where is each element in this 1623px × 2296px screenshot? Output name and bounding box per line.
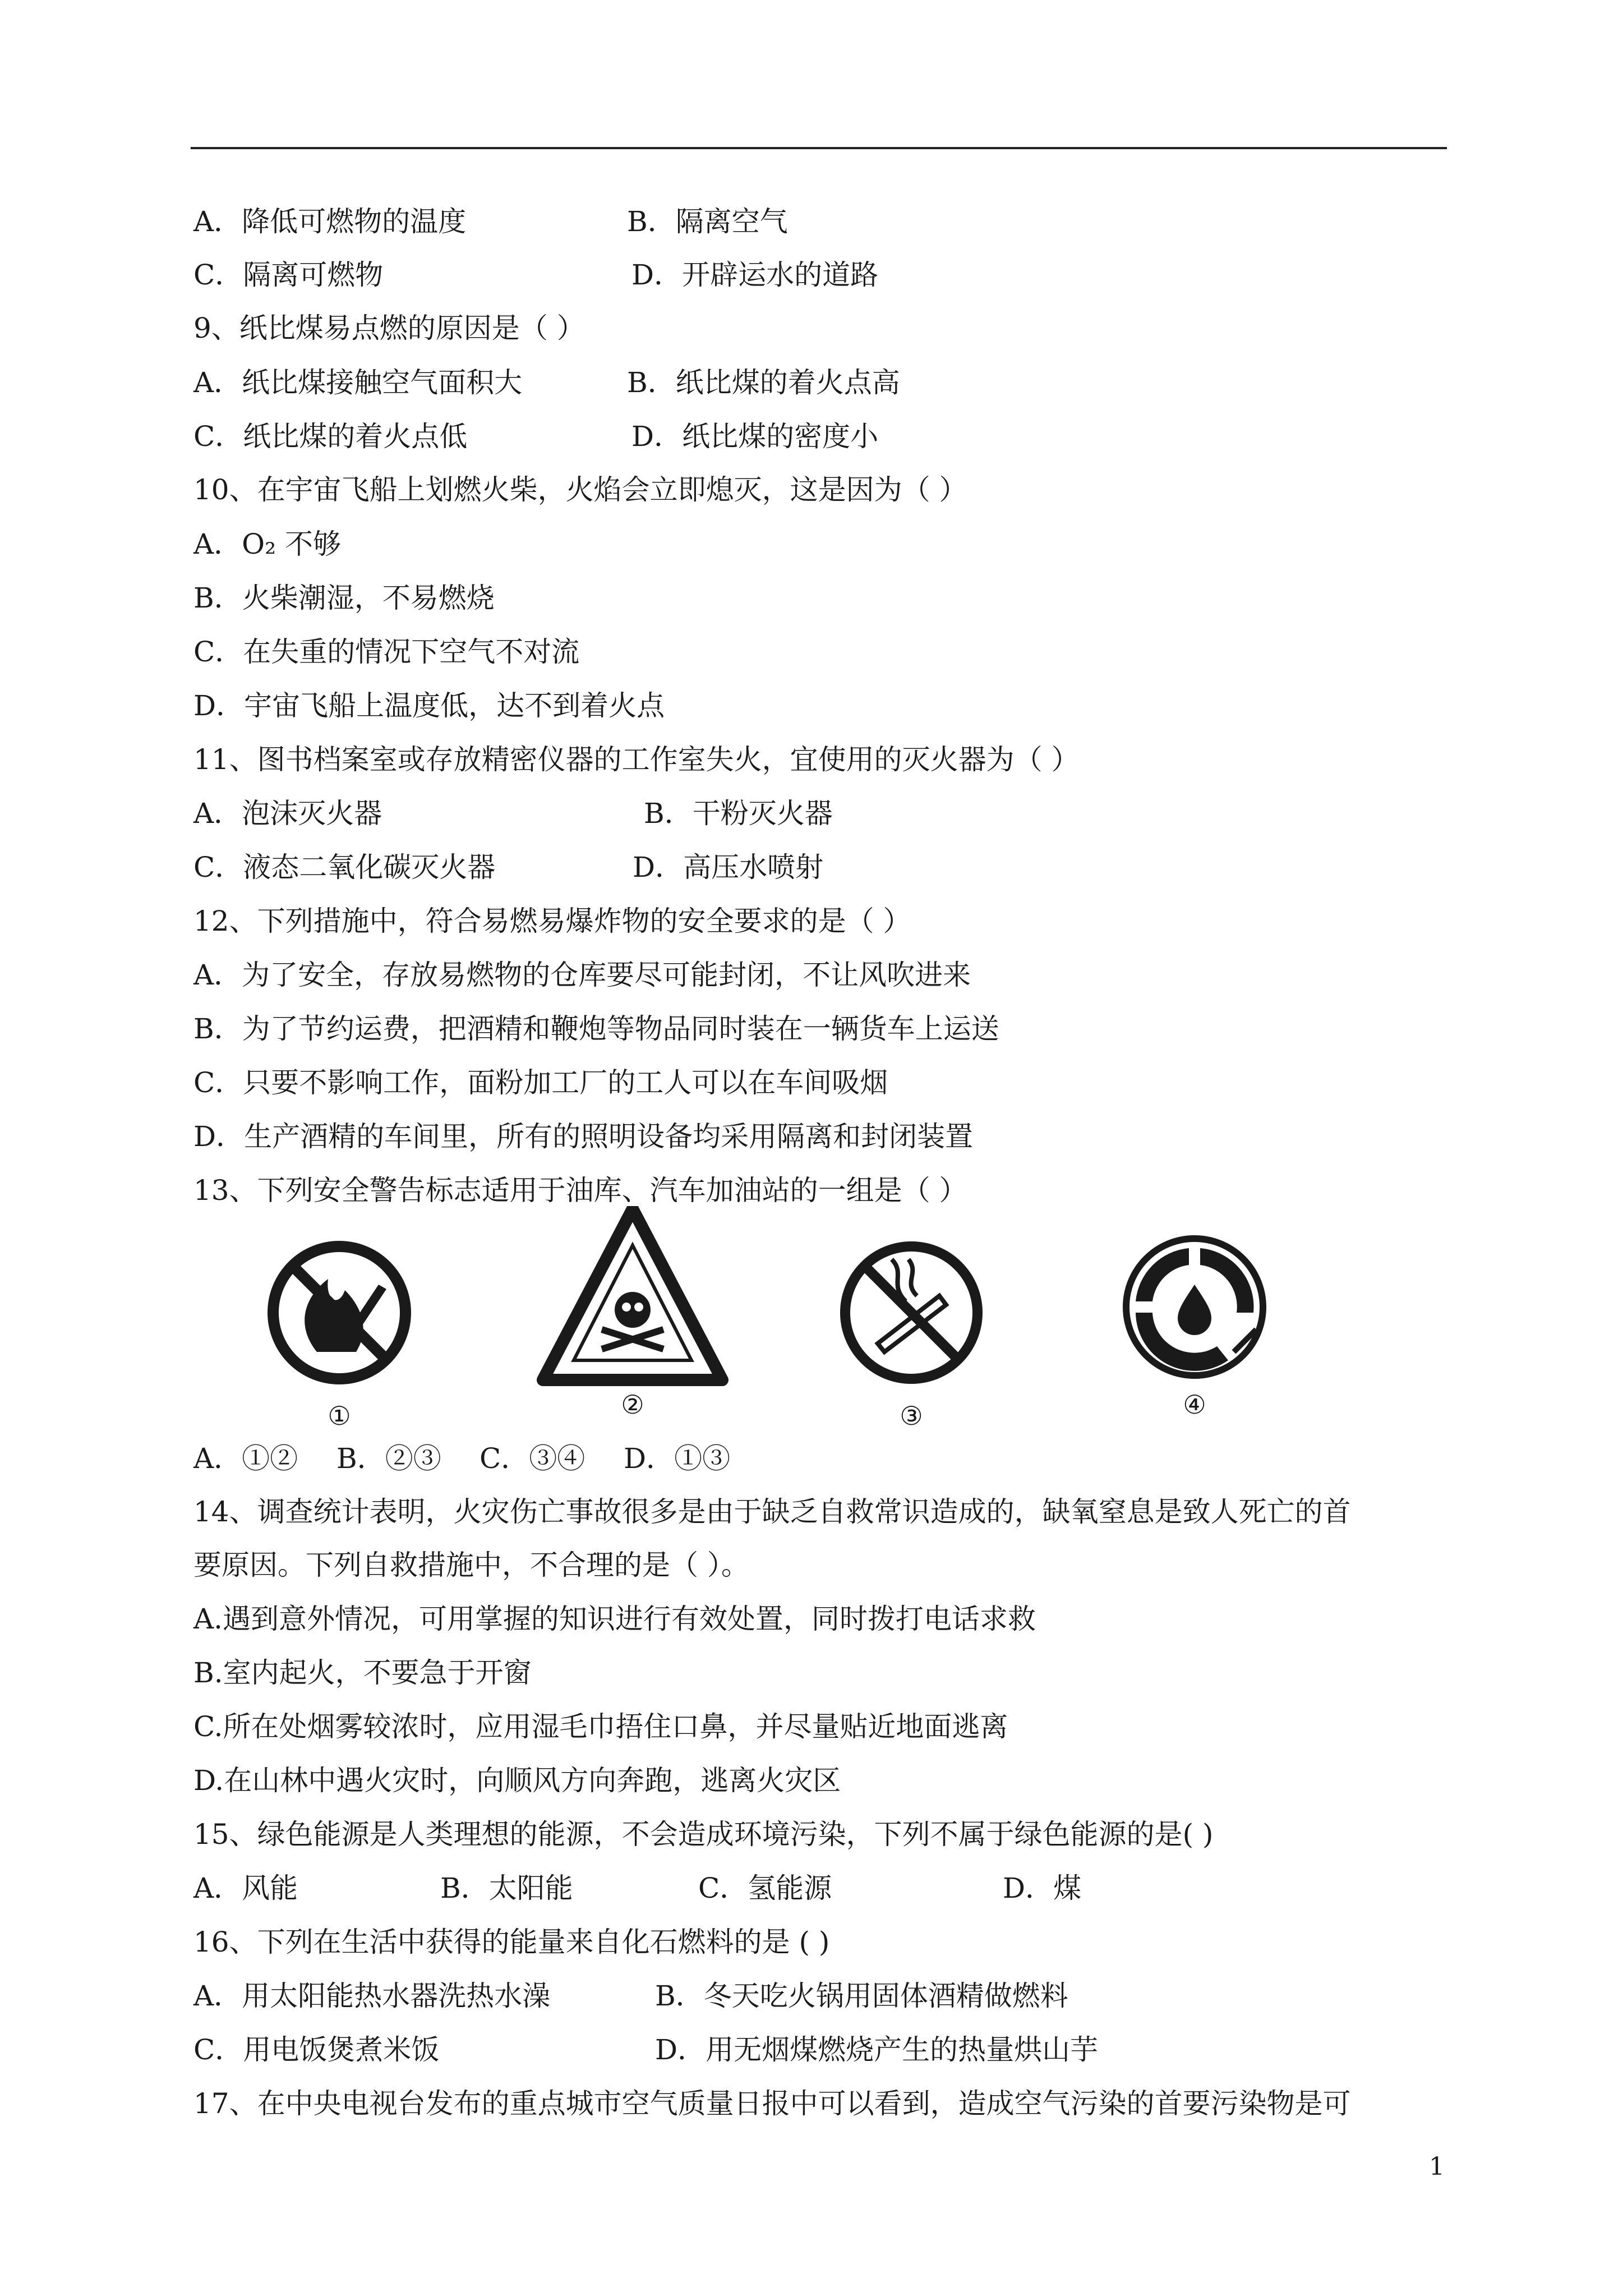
q13-option-b: B．②③ — [336, 1442, 441, 1475]
q12-option-c: C．只要不影响工作，面粉加工厂的工人可以在车间吸烟 — [193, 1066, 888, 1099]
q15-option-d: D．煤 — [1003, 1872, 1082, 1904]
q13-option-d: D．①③ — [624, 1442, 731, 1475]
q14-option-b: B.室内起火，不要急于开窗 — [193, 1657, 532, 1689]
q15-option-b: B．太阳能 — [440, 1872, 573, 1904]
q10-option-b: B．火柴潮湿，不易燃烧 — [193, 582, 495, 614]
q16-option-b: B．冬天吃火锅用固体酒精做燃料 — [655, 1980, 1068, 2012]
page-number: 1 — [1429, 2152, 1445, 2181]
sign-label-2: ② — [621, 1389, 644, 1420]
q16-option-c: C．用电饭煲煮米饭 — [193, 2033, 440, 2066]
q8-option-b: B．隔离空气 — [627, 205, 788, 238]
q9-option-b: B．纸比煤的着火点高 — [627, 366, 900, 399]
q14-option-a: A.遇到意外情况，可用掌握的知识进行有效处置，同时拨打电话求救 — [193, 1603, 1036, 1635]
water-saving-sign — [1126, 1239, 1263, 1375]
q12-option-a: A．为了安全，存放易燃物的仓库要尽可能封闭，不让风吹进来 — [193, 959, 971, 991]
q9-option-a: A．纸比煤接触空气面积大 — [193, 366, 523, 399]
question-10: 10、在宇宙飞船上划燃火柴，火焰会立即熄灭，这是因为（ ） — [193, 473, 967, 506]
sign-label-4: ④ — [1183, 1389, 1206, 1420]
q11-option-b: B．干粉灭火器 — [644, 797, 833, 830]
question-17: 17、在中央电视台发布的重点城市空气质量日报中可以看到，造成空气污染的首要污染物是可 — [193, 2087, 1351, 2120]
question-16: 16、下列在生活中获得的能量来自化石燃料的是 ( ) — [193, 1926, 830, 1958]
q14-option-c: C.所在处烟雾较浓时，应用湿毛巾捂住口鼻，并尽量贴近地面逃离 — [193, 1710, 1008, 1743]
sign-label-1: ① — [328, 1401, 351, 1431]
q12-option-b: B．为了节约运费，把酒精和鞭炮等物品同时装在一辆货车上运送 — [193, 1013, 999, 1045]
no-open-flame-sign — [273, 1246, 405, 1379]
question-13: 13、下列安全警告标志适用于油库、汽车加油站的一组是（ ） — [193, 1174, 967, 1207]
q8-option-a: A．降低可燃物的温度 — [193, 205, 467, 238]
q11-option-c: C．液态二氧化碳灭火器 — [193, 851, 496, 884]
q8-option-d: D．开辟运水的道路 — [631, 259, 879, 291]
question-12: 12、下列措施中，符合易燃易爆炸物的安全要求的是（ ） — [193, 905, 911, 937]
q16-option-a: A．用太阳能热水器洗热水澡 — [193, 1980, 551, 2012]
q13-option-a: A．①② — [193, 1442, 298, 1475]
q13-option-c: C．③④ — [479, 1442, 585, 1475]
q11-option-a: A．泡沫灭火器 — [193, 797, 382, 830]
question-14-line-2: 要原因。下列自救措施中，不合理的是（ ）。 — [193, 1549, 749, 1581]
q10-option-d: D．宇宙飞船上温度低，达不到着火点 — [193, 689, 665, 722]
q11-option-d: D．高压水喷射 — [633, 851, 824, 884]
q15-option-a: A．风能 — [193, 1872, 298, 1904]
warning-signs-figure — [0, 1206, 1623, 1442]
q10-option-a: A．O₂ 不够 — [193, 528, 342, 560]
q15-option-c: C．氢能源 — [698, 1872, 832, 1904]
toxic-skull-warning-sign — [543, 1209, 722, 1380]
q8-option-c: C．隔离可燃物 — [193, 259, 384, 291]
question-9: 9、纸比煤易点燃的原因是（ ） — [193, 312, 585, 344]
question-15: 15、绿色能源是人类理想的能源，不会造成环境污染，下列不属于绿色能源的是( ) — [193, 1818, 1214, 1851]
q12-option-d: D．生产酒精的车间里，所有的照明设备均采用隔离和封闭装置 — [193, 1120, 974, 1153]
q16-option-d: D．用无烟煤燃烧产生的热量烘山芋 — [655, 2033, 1099, 2066]
question-14-line-1: 14、调查统计表明，火灾伤亡事故很多是由于缺乏自救常识造成的，缺氧窒息是致人死亡的首 — [193, 1496, 1351, 1528]
sign-label-3: ③ — [900, 1401, 923, 1431]
q9-option-d: D．纸比煤的密度小 — [631, 420, 879, 453]
q14-option-d: D.在山林中遇火灾时，向顺风方向奔跑，逃离火灾区 — [193, 1764, 841, 1797]
header-rule — [191, 147, 1447, 149]
q9-option-c: C．纸比煤的着火点低 — [193, 420, 468, 453]
question-11: 11、图书档案室或存放精密仪器的工作室失火，宜使用的灭火器为（ ） — [193, 743, 1080, 776]
q10-option-c: C．在失重的情况下空气不对流 — [193, 636, 580, 668]
no-smoking-sign — [845, 1246, 978, 1379]
